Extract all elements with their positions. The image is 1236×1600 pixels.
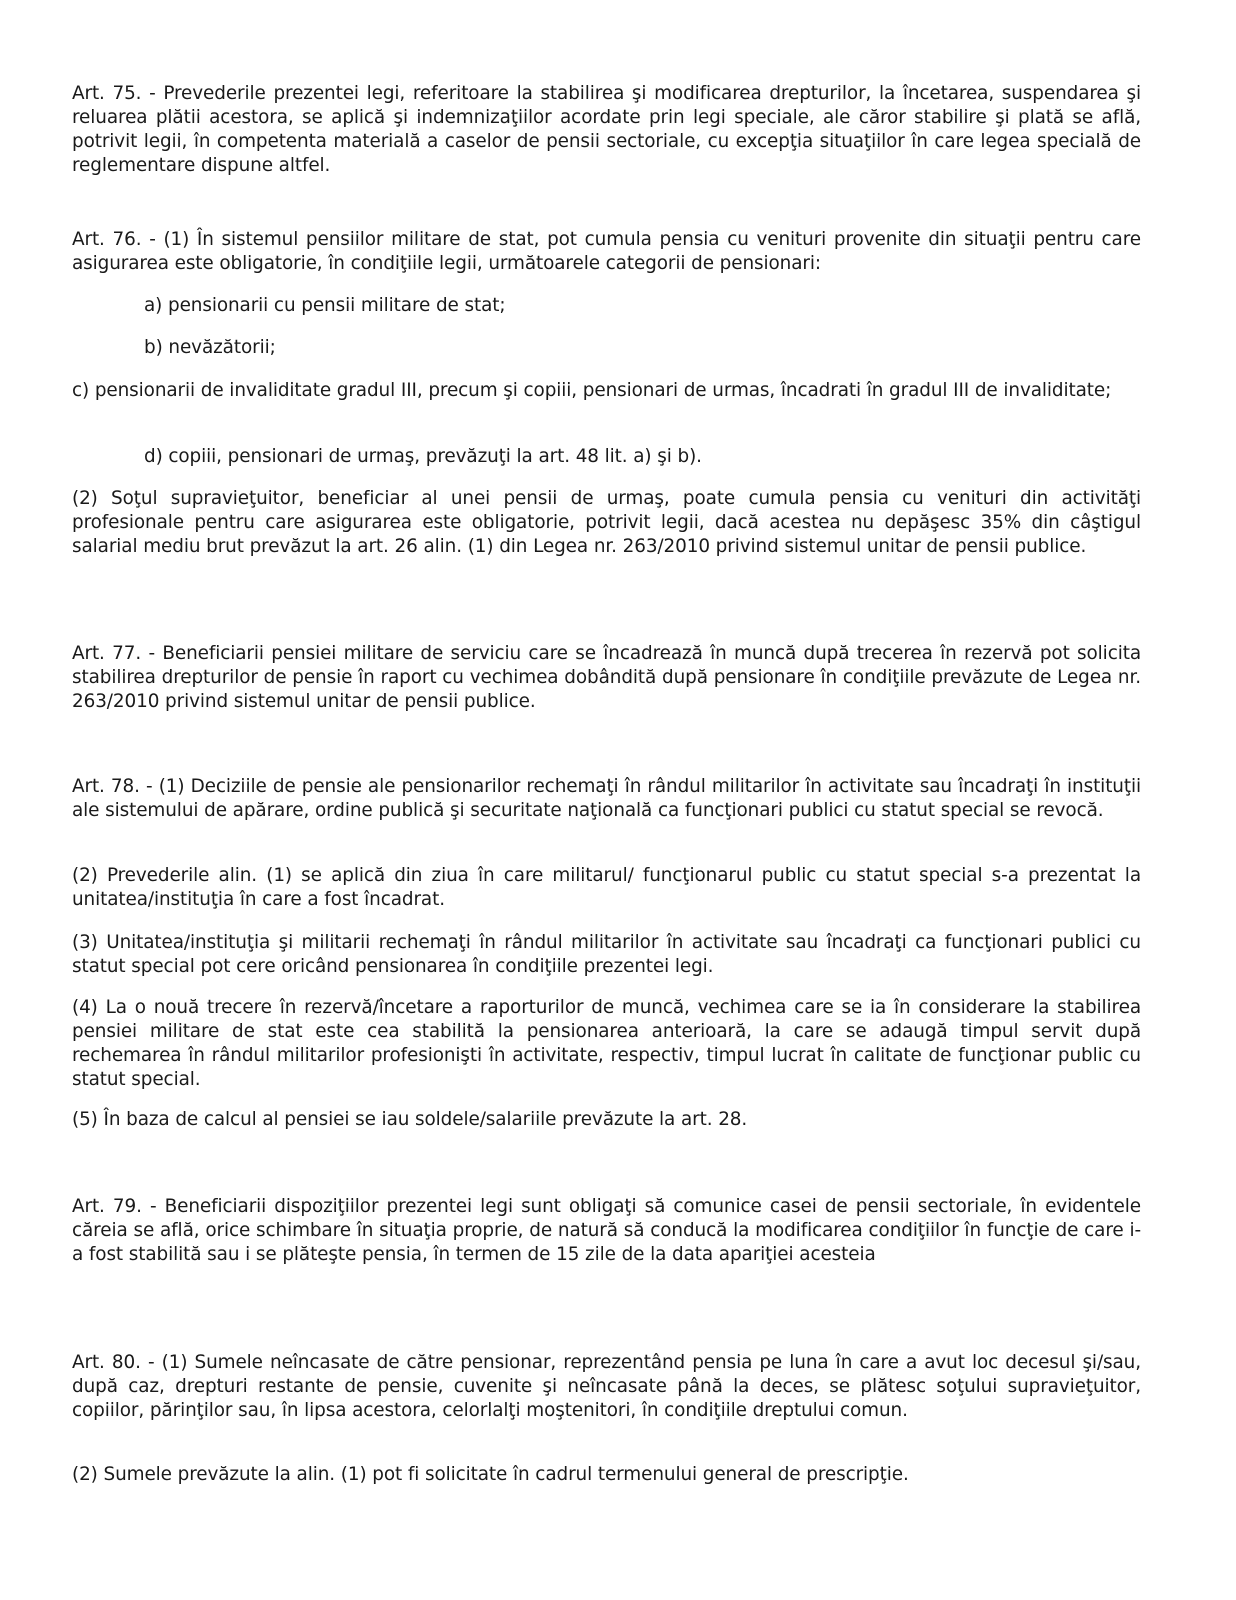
article-78-paragraph-4: (4) La o nouă trecere în rezervă/încetare a raporturilor de muncă, vechimea care se ia în considerare la stabilirea pensiei militare de stat este cea stabilită la pensionarea anterioară, la care se adaugă timpul servit după rechemarea în rândul militarilor profesionişti în activitate, respectiv, timpul lucrat în calitate de funcţionar public cu statut special. — [72, 997, 1141, 1090]
article-79-paragraph: Art. 79. - Beneficiarii dispoziţiilor prezentei legi sunt obligaţi să comunice casei de pensii sectoriale, în evidentele căreia se află, orice schimbare în situaţia proprie, de natură să conducă la modificarea condiţiilor în funcţie de care i-a fost stabilită sau i se plăteşte pensia, în termen de 15 zile de la data apariţiei acesteia — [72, 1196, 1141, 1265]
article-80-paragraph-1: Art. 80. - (1) Sumele neîncasate de către pensionar, reprezentând pensia pe luna în care a avut loc decesul şi/sau, după caz, drepturi restante de pensie, cuvenite şi neîncasate până la deces, se plătesc soţului supravieţuitor, copiilor, părinţilor sau, în lipsa acestora, celorlalţi moştenitori, în condiţiile dreptului comun. — [72, 1352, 1141, 1421]
article-76-item-b: b) nevăzătorii; — [144, 337, 276, 358]
article-76-item-c: c) pensionarii de invaliditate gradul III, precum şi copiii, pensionari de urmas, încadrati în gradul III de invaliditate; — [72, 380, 1112, 401]
article-76-paragraph-2: (2) Soţul supravieţuitor, beneficiar al unei pensii de urmaş, poate cumula pensia cu venituri din activităţi profesionale pentru care asigurarea este obligatorie, potrivit legii, dacă acestea nu depăşesc 35% din câştigul salarial mediu brut prevăzut la art. 26 alin. (1) din Legea nr. 263/2010 privind sistemul unitar de pensii publice. — [72, 488, 1141, 557]
article-78-paragraph-5: (5) În baza de calcul al pensiei se iau soldele/salariile prevăzute la art. 28. — [72, 1109, 748, 1130]
article-75-paragraph: Art. 75. - Prevederile prezentei legi, referitoare la stabilirea şi modificarea drepturilor, la încetarea, suspendarea şi reluarea plătii acestora, se aplică şi indemnizaţiilor acordate prin legi speciale, ale căror stabilire şi plată se află, potrivit legii, în competenta materială a caselor de pensii sectoriale, cu excepţia situaţiilor în care legea specială de reglementare dispune altfel. — [72, 83, 1141, 176]
article-78-paragraph-1: Art. 78. - (1) Deciziile de pensie ale pensionarilor rechemaţi în rândul militarilor în activitate sau încadraţi în instituţii ale sistemului de apărare, ordine publică şi securitate naţională ca funcţionari publici cu statut special se revocă. — [72, 776, 1141, 821]
article-76-item-d: d) copiii, pensionari de urmaş, prevăzuţi la art. 48 lit. a) şi b). — [144, 446, 702, 467]
article-76-paragraph-1: Art. 76. - (1) În sistemul pensiilor militare de stat, pot cumula pensia cu venituri provenite din situaţii pentru care asigurarea este obligatorie, în condiţiile legii, următoarele categorii de pensionari: — [72, 229, 1141, 274]
article-77-paragraph: Art. 77. - Beneficiarii pensiei militare de serviciu care se încadrează în muncă după trecerea în rezervă pot solicita stabilirea drepturilor de pensie în raport cu vechimea dobândită după pensionare în condiţiile prevăzute de Legea nr. 263/2010 privind sistemul unitar de pensii publice. — [72, 643, 1141, 712]
article-80-paragraph-2: (2) Sumele prevăzute la alin. (1) pot fi solicitate în cadrul termenului general de prescripţie. — [72, 1464, 909, 1485]
article-78-paragraph-3: (3) Unitatea/instituţia şi militarii rechemaţi în rândul militarilor în activitate sau încadraţi ca funcţionari publici cu statut special pot cere oricând pensionarea în condiţiile prezentei legi. — [72, 932, 1141, 977]
article-76-item-a: a) pensionarii cu pensii militare de stat; — [144, 295, 506, 316]
article-78-paragraph-2: (2) Prevederile alin. (1) se aplică din ziua în care militarul/ funcţionarul public cu statut special s-a prezentat la unitatea/instituţia în care a fost încadrat. — [72, 865, 1141, 910]
